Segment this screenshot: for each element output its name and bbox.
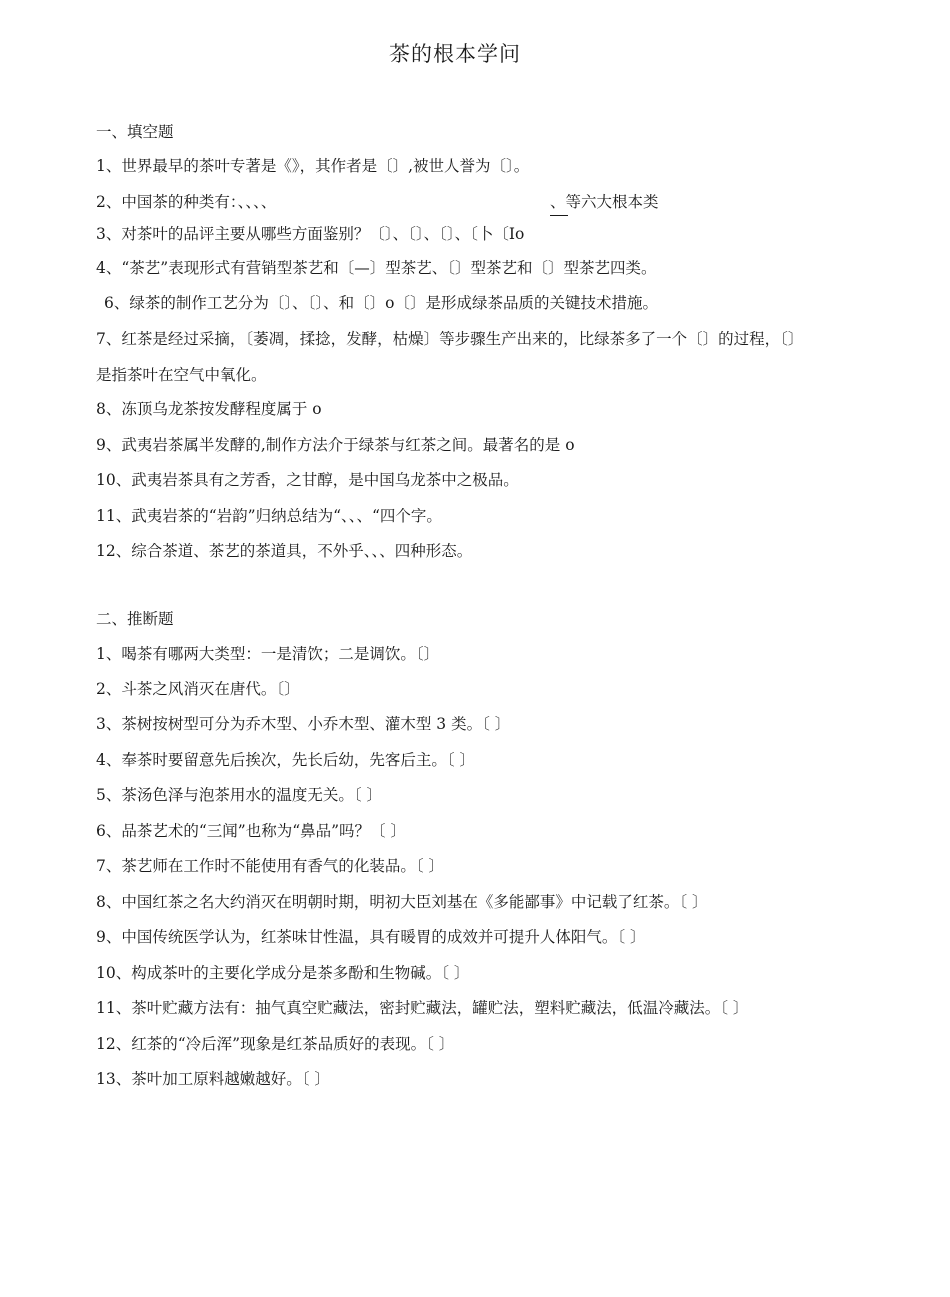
judge-question-13: 13、茶叶加工原料越嫩越好。〔 〕 bbox=[96, 1070, 330, 1088]
fill-question-4: 4、“茶艺”表现形式有营销型茶艺和〔—〕型茶艺、〔〕型茶艺和〔〕型茶艺四类。 bbox=[96, 259, 657, 277]
judge-question-5: 5、茶汤色泽与泡茶用水的温度无关。〔 〕 bbox=[96, 786, 383, 804]
judge-question-4: 4、奉茶时要留意先后挨次，先长后幼，先客后主。〔 〕 bbox=[96, 751, 476, 769]
section1-heading: 一、填空题 bbox=[96, 123, 174, 141]
fill-question-7: 7、红茶是经过采摘，〔萎凋，揉捻，发酵，枯燥〕等步骤生产出来的，比绿茶多了一个〔〕的过程，〔〕 bbox=[96, 330, 804, 348]
judge-question-3: 3、茶树按树型可分为乔木型、小乔木型、灌木型 3 类。〔 〕 bbox=[96, 715, 511, 733]
blank-underline bbox=[550, 215, 568, 216]
fill-question-12: 12、综合茶道、茶艺的茶道具，不外乎、、、四种形态。 bbox=[96, 542, 473, 560]
fill-question-9: 9、武夷岩茶属半发酵的,制作方法介于绿茶与红茶之间。最著名的是 o bbox=[96, 436, 575, 454]
judge-question-9: 9、中国传统医学认为，红茶味甘性温，具有暖胃的成效并可提升人体阳气。〔 〕 bbox=[96, 928, 646, 946]
section2-heading: 二、推断题 bbox=[96, 610, 174, 628]
fill-question-8: 8、冻顶乌龙茶按发酵程度属于 o bbox=[96, 400, 322, 418]
judge-question-2: 2、斗茶之风消灭在唐代。〔〕 bbox=[96, 680, 300, 698]
document-title: 茶的根本学问 bbox=[389, 42, 521, 66]
judge-question-10: 10、构成茶叶的主要化学成分是茶多酚和生物碱。〔 〕 bbox=[96, 964, 470, 982]
fill-question-2-tail: 、等六大根本类 bbox=[550, 193, 659, 211]
judge-question-12: 12、红茶的“冷后浑”现象是红茶品质好的表现。〔 〕 bbox=[96, 1035, 455, 1053]
fill-question-11: 11、武夷岩茶的“岩韵”归纳总结为“、、、“四个字。 bbox=[96, 507, 442, 525]
fill-question-1: 1、世界最早的茶叶专著是《》，其作者是〔〕,被世人誉为〔〕。 bbox=[96, 157, 530, 175]
fill-question-2: 2、中国茶的种类有：、、、、 bbox=[96, 193, 277, 211]
fill-question-10: 10、武夷岩茶具有之芳香，之甘醇，是中国乌龙茶中之极品。 bbox=[96, 471, 519, 489]
judge-question-1: 1、喝茶有哪两大类型：一是清饮；二是调饮。〔〕 bbox=[96, 645, 440, 663]
fill-question-7-cont: 是指茶叶在空气中氧化。 bbox=[96, 366, 267, 384]
fill-question-6: 6、绿茶的制作工艺分为〔〕、〔〕、和〔〕o〔〕是形成绿茶品质的关键技术措施。 bbox=[104, 294, 658, 312]
judge-question-8: 8、中国红茶之名大约消灭在明朝时期，明初大臣刘基在《多能鄙事》中记载了红茶。〔 〕 bbox=[96, 893, 708, 911]
fill-question-3: 3、对茶叶的品评主要从哪些方面鉴别？〔〕、〔〕、〔〕、〔卜〔Io bbox=[96, 225, 525, 243]
judge-question-6: 6、品茶艺术的“三闻”也称为“鼻品”吗？〔 〕 bbox=[96, 822, 406, 840]
judge-question-7: 7、茶艺师在工作时不能使用有香气的化装品。〔 〕 bbox=[96, 857, 445, 875]
judge-question-11: 11、茶叶贮藏方法有：抽气真空贮藏法，密封贮藏法，罐贮法，塑料贮藏法，低温冷藏法。〔 〕 bbox=[96, 999, 749, 1017]
